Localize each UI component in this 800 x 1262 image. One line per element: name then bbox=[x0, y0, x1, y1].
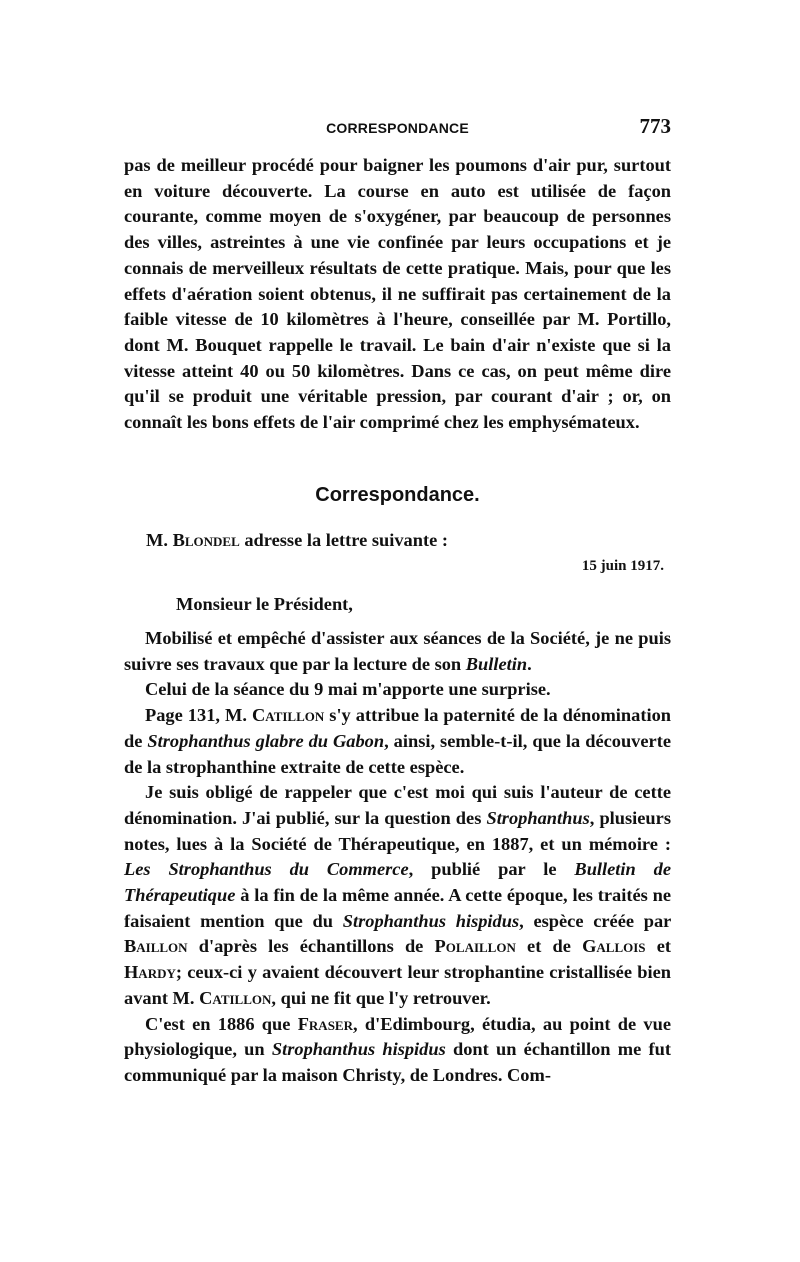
paragraph-continued: pas de meilleur procédé pour baigner les poumons d'air pur, surtout en voiture découverte. La course en auto est utilisée de façon courante, comme moyen de s'oxygéner, par beaucoup de personnes des villes, astreintes à une vie confinée par leurs occupations et je connais de merveilleux résultats de cette pratique. Mais, pour que les effets d'aération soient obtenus, il ne suffirait pas certainement de la faible vitesse de 10 kilomètres à l'heure, conseillée par M. Portillo, dont M. Bouquet rappelle le travail. Le bain d'air n'existe que si la vitesse atteint 40 ou 50 kilomètres. Dans ce cas, on peut même dire qu'il se produit une véritable pression, par courant d'air ; or, on connaît les bons effets de l'air comprimé chez les emphysémateux. bbox=[124, 155, 671, 433]
letter-intro: M. Blondel adresse la lettre suivante : bbox=[146, 530, 448, 550]
top-paragraph-block bbox=[124, 153, 671, 436]
section-title: Correspondance. bbox=[315, 484, 480, 506]
author-name: Blondel bbox=[172, 530, 240, 550]
running-title: CORRESPONDANCE bbox=[326, 120, 469, 136]
letter-paragraph-4: Je suis obligé de rappeler que c'est moi qui suis l'auteur de cette dénomination. J'ai publié, sur la question des Strophanthus, plusieurs notes, lues à la Société de Thérapeutique, en 1887, et un mémoire : Les Strophanthus du Commerce, publié par le Bulletin de Thérapeutique à la fin de la même année. A cette époque, les traités ne faisaient mention que du Strophanthus hispidus, espèce créée par Baillon d'après les échantillons de Polaillon et de Gallois et Hardy; ceux-ci y avaient découvert leur strophantine cristallisée bien avant M. Catillon, qui ne fit que l'y retrouver. bbox=[124, 782, 672, 1008]
letter-paragraph-1: Mobilisé et empêché d'assister aux séances de la Société, je ne puis suivre ses travaux que par la lecture de son Bulletin. bbox=[124, 628, 671, 674]
letter-body bbox=[124, 626, 671, 1089]
letter-paragraph-3: Page 131, M. Catillon s'y attribue la paternité de la dénomination de Strophanthus glabre du Gabon, ainsi, semble-t-il, que la découverte de la strophanthine extraite de cette espèce. bbox=[124, 705, 671, 777]
letter-date: 15 juin 1917. bbox=[581, 558, 664, 574]
salutation: Monsieur le Président, bbox=[176, 594, 353, 614]
page-number: 773 bbox=[639, 114, 671, 138]
letter-paragraph-2: Celui de la séance du 9 mai m'apporte une surprise. bbox=[145, 679, 551, 700]
running-header bbox=[124, 114, 671, 144]
letter-paragraph-5: C'est en 1886 que Fraser, d'Edimbourg, étudia, au point de vue physiologique, un Strophanthus hispidus dont un échantillon me fut communiqué par la maison Christy, de Londres. Com- bbox=[124, 1013, 671, 1085]
